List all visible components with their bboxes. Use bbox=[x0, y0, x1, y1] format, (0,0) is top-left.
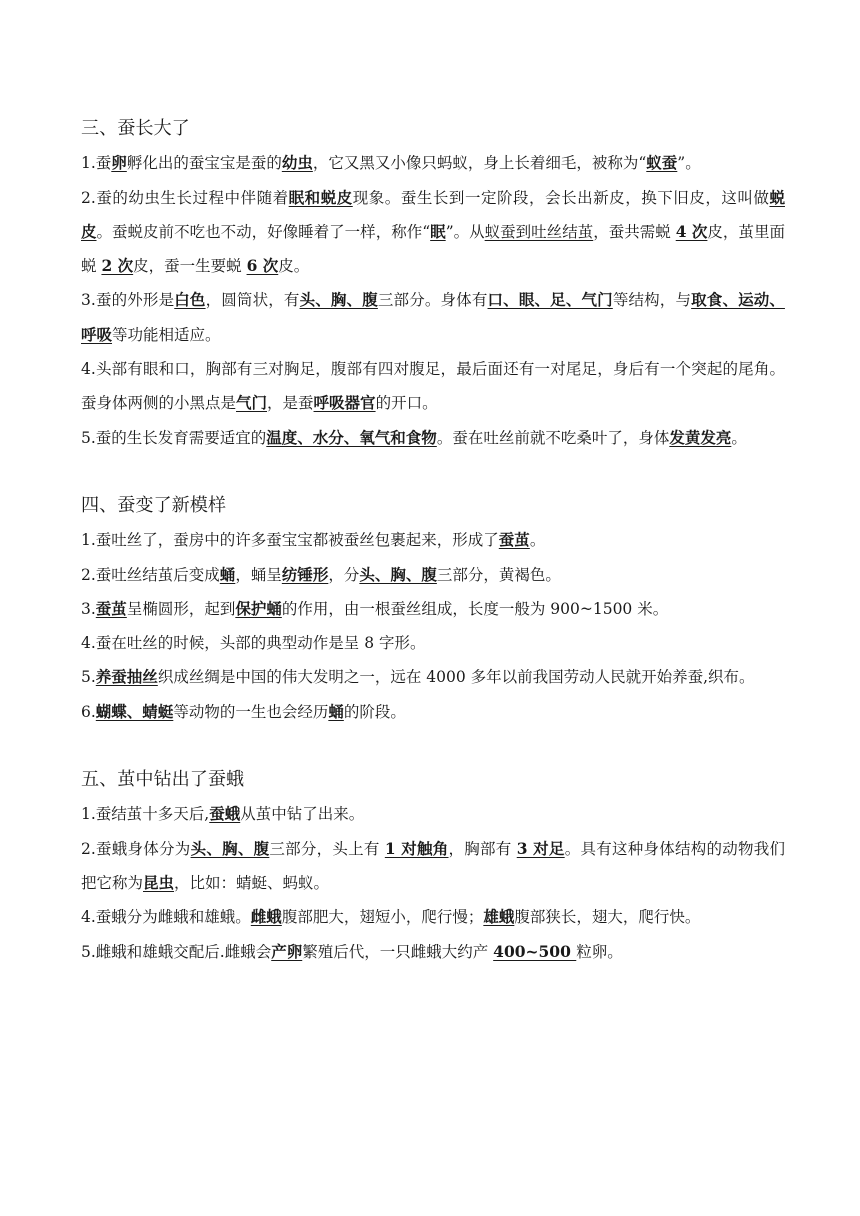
text-run: 的作用，由一根蚕丝组成，长度一般为 900~1500 米。 bbox=[281, 599, 669, 618]
text-run: 1.蚕 bbox=[81, 154, 112, 173]
keyword: 头、胸、腹 bbox=[359, 564, 437, 584]
keyword: 眠 bbox=[430, 221, 446, 241]
text-run: 现象。蚕生长到一定阶段，会长出新皮，换下旧皮，这叫做 bbox=[352, 188, 770, 207]
text-run: 6. bbox=[81, 702, 96, 721]
keyword: 白色 bbox=[174, 290, 206, 310]
text-run: ，圆筒状，有 bbox=[205, 291, 300, 310]
paragraph bbox=[81, 421, 785, 455]
paragraph bbox=[81, 900, 785, 934]
text-run: 5.雌蛾和雄蛾交配后.雌蛾会 bbox=[81, 942, 272, 961]
text-run: 织成丝绸是中国的伟大发明之一，远在 4000 多年以前我国劳动人民就开始养蚕,织布。 bbox=[157, 668, 755, 687]
text-run: 2.蚕蛾身体分为 bbox=[81, 839, 191, 858]
keyword: 头、胸、腹 bbox=[190, 838, 270, 858]
text-run: ”。 bbox=[677, 154, 701, 173]
keyword: 养蚕抽丝 bbox=[95, 667, 158, 687]
text-run: 4.头部有眼和口，胸部有三对胸足，腹部有四对腹足，最后面还有一对尾足，身后有一个突起的尾角。蚕身体两侧的小黑点是 bbox=[81, 360, 785, 413]
text-run: 3. bbox=[81, 599, 96, 618]
text-run: 从茧中钻了出来。 bbox=[240, 805, 365, 824]
text-run: 三部分。身体有 bbox=[377, 291, 488, 310]
paragraph bbox=[81, 797, 785, 831]
text-run: 1.蚕吐丝了，蚕房中的许多蚕宝宝都被蚕丝包裹起来，形成了 bbox=[81, 531, 499, 550]
keyword: 蛹 bbox=[328, 701, 344, 721]
keyword: 蚕蛾 bbox=[209, 804, 241, 824]
text-run: ，是蚕 bbox=[267, 394, 314, 413]
text-run: 的开口。 bbox=[375, 394, 438, 413]
text-run: 呈椭圆形，起到 bbox=[126, 599, 236, 618]
text-run: 4.蚕蛾分为雌蛾和雄蛾。 bbox=[81, 908, 251, 927]
paragraph bbox=[81, 523, 785, 557]
keyword: 呼吸器官 bbox=[313, 393, 376, 413]
keyword: 4 次 bbox=[675, 221, 708, 241]
keyword: 取食、运动、呼吸 bbox=[81, 290, 785, 344]
keyword: 蚕茧 bbox=[498, 530, 530, 550]
text-run: 3.蚕的外形是 bbox=[81, 291, 175, 310]
keyword: 温度、水分、氧气和食物 bbox=[266, 427, 437, 447]
paragraph bbox=[81, 592, 785, 626]
text-run: 。蚕在吐丝前就不吃桑叶了，身体 bbox=[436, 428, 670, 447]
keyword: 口、眼、足、气门 bbox=[487, 290, 613, 310]
text-run: 腹部狭长，翅大，爬行快。 bbox=[514, 908, 701, 927]
text-run: 。 bbox=[529, 531, 546, 550]
text-run: 腹部肥大，翅短小，爬行慢； bbox=[281, 908, 484, 927]
text-run: ，蚕共需蜕 bbox=[593, 222, 676, 241]
keyword: 雄蛾 bbox=[483, 907, 515, 927]
keyword: 纺锤形 bbox=[281, 564, 329, 584]
text-run: ，胸部有 bbox=[448, 839, 517, 858]
keyword: 蚁蚕 bbox=[646, 153, 678, 173]
underlined-text: 蚁蚕到吐丝结茧 bbox=[484, 222, 594, 241]
text-run: 。 bbox=[731, 428, 747, 447]
text-run: 繁殖后代，一只雌蛾大约产 bbox=[302, 942, 494, 961]
text-run: 孵化出的蚕宝宝是蚕的 bbox=[126, 154, 282, 173]
paragraph bbox=[81, 558, 785, 592]
keyword: 昆虫 bbox=[143, 872, 175, 892]
text-run: ，比如：蜻蜓、蚂蚁。 bbox=[174, 873, 330, 892]
text-run: 5.蚕的生长发育需要适宜的 bbox=[81, 428, 267, 447]
section-title-silkworm-grows: 三、蚕长大了 bbox=[81, 118, 190, 139]
text-run: 三部分，黄褐色。 bbox=[436, 565, 561, 584]
text-run: 等动物的一生也会经历 bbox=[173, 702, 329, 721]
text-run: 4.蚕在吐丝的时候，头部的典型动作是呈 8 字形。 bbox=[81, 634, 426, 653]
keyword: 蝴蝶、蜻蜓 bbox=[95, 701, 174, 721]
paragraph bbox=[81, 626, 785, 660]
keyword: 雌蛾 bbox=[250, 907, 282, 927]
text-run: 等功能相适应。 bbox=[112, 325, 221, 344]
text-run: ，分 bbox=[328, 565, 360, 584]
paragraph bbox=[81, 660, 785, 694]
text-run: ，蛹呈 bbox=[235, 565, 282, 584]
keyword: 2 次 bbox=[101, 256, 134, 276]
keyword: 卵 bbox=[111, 153, 127, 173]
paragraph bbox=[81, 283, 785, 352]
keyword: 气门 bbox=[236, 393, 268, 413]
section-spacer bbox=[81, 455, 785, 489]
keyword: 3 对足 bbox=[516, 838, 565, 858]
section-title-pupa-stage: 四、蚕变了新模样 bbox=[81, 494, 227, 516]
keyword: 400~500 bbox=[493, 941, 577, 961]
text-run: 2.蚕的幼虫生长过程中伴随着 bbox=[81, 188, 289, 207]
text-run: 皮，蚕一生要蜕 bbox=[133, 257, 247, 276]
keyword: 1 对触角 bbox=[384, 838, 449, 858]
keyword: 蛹 bbox=[219, 564, 236, 584]
keyword: 产卵 bbox=[271, 941, 303, 961]
text-run: 等结构，与 bbox=[612, 291, 692, 310]
keyword: 幼虫 bbox=[281, 153, 313, 173]
keyword: 6 次 bbox=[246, 256, 279, 276]
keyword: 蜕皮 bbox=[81, 187, 785, 241]
paragraph bbox=[81, 146, 785, 180]
text-run: 2.蚕吐丝结茧后变成 bbox=[81, 565, 220, 584]
paragraph bbox=[81, 832, 785, 901]
keyword: 头、胸、腹 bbox=[299, 290, 378, 310]
keyword: 蚕茧 bbox=[95, 598, 127, 618]
section-title-moth-emerges: 五、茧中钻出了蚕蛾 bbox=[81, 769, 245, 791]
keyword: 保护蛹 bbox=[235, 598, 282, 618]
document-page bbox=[81, 112, 785, 969]
text-run: 5. bbox=[81, 668, 96, 687]
text-run: 皮。 bbox=[278, 257, 310, 276]
text-run: ，它又黑又小像只蚂蚁，身上长着细毛，被称为“ bbox=[312, 154, 647, 173]
paragraph bbox=[81, 935, 785, 969]
paragraph bbox=[81, 181, 785, 284]
text-run: 粒卵。 bbox=[576, 942, 623, 961]
section-spacer bbox=[81, 729, 785, 763]
text-run: 。具有这种身体结构的动物我们把它称为 bbox=[81, 839, 785, 892]
text-run: 三部分，头上有 bbox=[269, 839, 385, 858]
text-run: 的阶段。 bbox=[343, 702, 406, 721]
paragraph bbox=[81, 695, 785, 729]
paragraph bbox=[81, 352, 785, 421]
keyword: 眠和蜕皮 bbox=[288, 187, 353, 207]
text-run: ”。从 bbox=[445, 222, 485, 241]
text-run: 。蚕蜕皮前不吃也不动，好像睡着了一样，称作“ bbox=[96, 222, 431, 241]
keyword: 发黄发亮 bbox=[669, 427, 732, 447]
text-run: 1.蚕结茧十多天后, bbox=[81, 805, 210, 824]
text-run: 皮，茧里面蜕 bbox=[81, 222, 785, 276]
